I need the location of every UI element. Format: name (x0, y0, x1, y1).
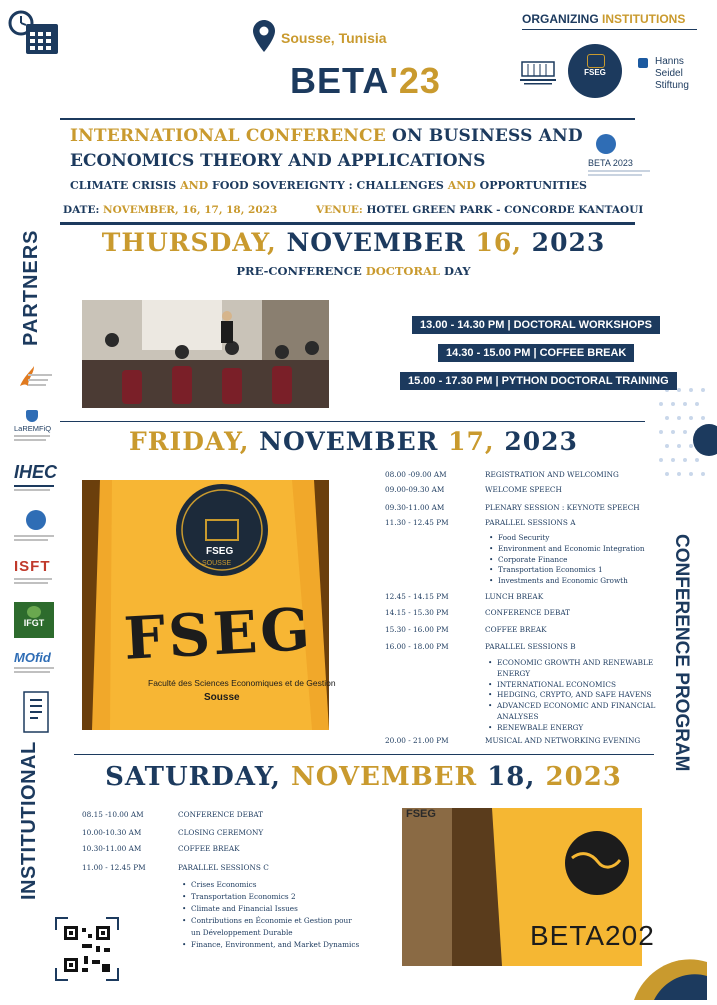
sessions-b-item: • HEDGING, CRYPTO, AND SAFE HAVENS (497, 690, 652, 699)
sessions-a-item: • Transportation Economics 1 (498, 565, 603, 574)
photo-top-fseg: FSEG (406, 808, 436, 820)
partners-label: PARTNERS (20, 229, 42, 346)
location-text: Sousse, Tunisia (281, 30, 387, 46)
conference-title: INTERNATIONAL CONFERENCE ON BUSINESS AND (70, 126, 583, 146)
friday-top-line (60, 421, 645, 422)
saturday-top-line (74, 754, 654, 755)
friday-schedule: 08.00 -09.00 AM REGISTRATION AND WELCOMING 09.00-09.30 AM WELCOME SPEECH 09.30-11.00 AM PLENARY SESSION : KEYNOTE SPEECH 11.30 - 12.45 PM PARALLEL SESSIONS A 12.45 - 14.15 PM LUNCH BREAK 14.15 - 15.30 PM CONFERENCE DEBAT 15.30 - 16.00 PM COFFEE BREAK 16.00 - 18.00 PM PARALLEL SESSIONS B 20.00 - 21.00 PM MUSICAL AND NETWORKING EVENING (385, 470, 641, 745)
sessions-a-item: • Environment and Economic Integration (498, 544, 645, 553)
escae-logo (14, 364, 56, 400)
photo-fseg-text: FSEG (122, 595, 315, 673)
organizing-line (522, 29, 697, 30)
brand-logo (290, 60, 441, 102)
thursday-heading: THURSDAY, NOVEMBER 16, 2023 (101, 228, 606, 257)
sessions-b-item: • RENEWBALE ENERGY (497, 723, 583, 732)
sessions-b-item-cont: ENERGY (497, 669, 531, 678)
photo-caption: Faculté des Sciences Economiques et de Gestion (148, 678, 336, 688)
ifgt-logo: IFGT (14, 602, 54, 638)
sessions-c-item: • Transportation Economics 2 (191, 892, 296, 901)
brand-main: BETA (290, 60, 390, 101)
conference-bottom-line (60, 222, 635, 225)
saturday-schedule: 08.15 -10.00 AM CONFERENCE DEBAT 10.00-10.30 AM CLOSING CEREMONY 10.30-11.00 AM COFFEE BREAK 11.00 - 12.45 PM PARALLEL SESSIONS C (82, 810, 269, 872)
sessions-c-item: • Contributions en Économie et Gestion pour (191, 916, 352, 925)
saturday-photo (402, 808, 655, 966)
sessions-b-item-cont: ANALYSES (497, 712, 539, 721)
photo-caption-city: Sousse (204, 692, 240, 703)
ihec-logo: IHEC (14, 462, 56, 498)
saturday-heading: SATURDAY, NOVEMBER 18, 2023 (105, 762, 622, 792)
thursday-session-3: 15.00 - 17.30 PM | PYTHON DOCTORAL TRAINING (400, 372, 677, 390)
thursday-photo (82, 300, 329, 408)
beta-badge: BETA 2023 (588, 134, 658, 176)
photo-seal-bottom: SOUSSE (202, 560, 232, 567)
friday-photo (82, 480, 336, 730)
sessions-c-item: • Finance, Environment, and Market Dynamics (191, 940, 359, 949)
sessions-c-item-cont: un Développement Durable (191, 928, 293, 937)
sessions-b-item: • ECONOMIC GROWTH AND RENEWABLE (497, 658, 653, 667)
thursday-session-1: 13.00 - 14.30 PM | DOCTORAL WORKSHOPS (412, 316, 660, 334)
hanns-icon (638, 58, 648, 68)
institute-emblem-logo (22, 690, 50, 734)
calendar-icon (8, 10, 60, 56)
sessions-c-item: • Climate and Financial Issues (191, 904, 298, 913)
blue-globe-logo (14, 510, 56, 548)
photo-beta-text: BETA202 (530, 920, 655, 951)
conference-top-line (60, 118, 635, 120)
conference-theme: CLIMATE CRISIS AND FOOD SOVEREIGNTY : CHALLENGES AND OPPORTUNITIES (70, 179, 587, 192)
corner-wave-decoration (634, 952, 707, 1000)
conference-title-line2: ECONOMICS THEORY AND APPLICATIONS (70, 151, 486, 171)
brand-year: '23 (389, 60, 441, 101)
isft-logo: ISFT (14, 558, 56, 594)
organizing-heading: ORGANIZING INSTITUTIONS (522, 12, 686, 26)
photo-seal-top: FSEG (206, 546, 234, 557)
sessions-a-item: • Food Security (498, 533, 549, 542)
sessions-a-item: • Corporate Finance (498, 555, 568, 564)
mofid-logo: MOfid (14, 650, 56, 680)
conference-program-label: CONFERENCE PROGRAM (671, 534, 692, 772)
fseg-seal-logo: FSEG (568, 44, 622, 98)
institutional-label: INSTITUTIONAL (18, 741, 40, 900)
university-logo (518, 60, 558, 88)
sessions-b-item: • INTERNATIONAL ECONOMICS (497, 680, 616, 689)
sessions-a-item: • Investments and Economic Growth (498, 576, 628, 585)
conference-date: DATE: NOVEMBER, 16, 17, 18, 2023 (63, 204, 278, 216)
qr-code[interactable] (54, 916, 120, 982)
sessions-b-item: • ADVANCED ECONOMIC AND FINANCIAL (497, 701, 655, 710)
conference-venue: VENUE: HOTEL GREEN PARK - CONCORDE KANTAOUI (316, 204, 644, 216)
friday-heading: FRIDAY, NOVEMBER 17, 2023 (129, 427, 578, 456)
thursday-session-2: 14.30 - 15.00 PM | COFFEE BREAK (438, 344, 634, 362)
laremfiq-logo: LaREMFiQ (14, 410, 56, 450)
thursday-subtitle: PRE-CONFERENCE DOCTORAL DAY (236, 264, 471, 278)
location-pin-icon (253, 20, 275, 57)
sessions-c-item: • Crises Economics (191, 880, 257, 889)
globe-icon (596, 134, 616, 154)
